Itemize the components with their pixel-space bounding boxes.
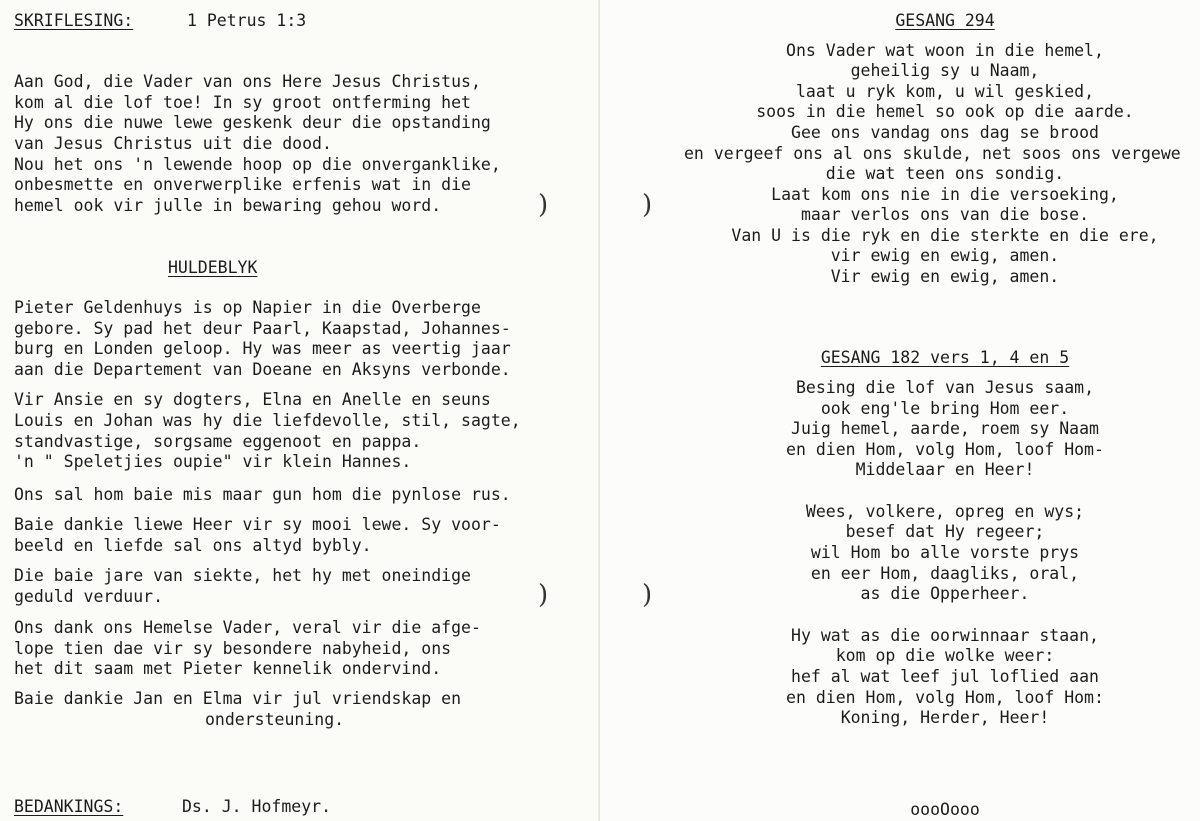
hymn-line: Koning, Herder, Heer! xyxy=(840,708,1050,727)
thanks-label: BEDANKINGS: xyxy=(14,797,124,816)
hymn-line: en dien Hom, volg Hom, loof Hom: xyxy=(786,688,1104,707)
hymn-line: hef al wat leef jul loflied aan xyxy=(791,667,1099,686)
right-page xyxy=(600,0,1200,821)
hymn-line: Ons Vader wat woon in die hemel, xyxy=(786,41,1104,60)
tribute-line: Baie dankie Jan en Elma vir jul vriendskap en xyxy=(14,689,462,708)
tribute-line: Ons sal hom baie mis maar gun hom die pynlose rus. xyxy=(14,485,511,504)
hymn-line: Wees, volkere, opreg en wys; xyxy=(805,502,1085,521)
reading-line: van Jesus Christus uit die dood. xyxy=(14,134,332,153)
tribute-line: lope tien dae vir sy besondere nabyheid, ons xyxy=(14,639,452,658)
hymn-line: en eer Hom, daagliks, oral, xyxy=(810,564,1080,583)
binder-hole-mark: ) xyxy=(642,580,653,610)
tribute-line: standvastige, sorgsame eggenoot en pappa. xyxy=(14,432,422,451)
hymn-line: Vir ewig en ewig, amen. xyxy=(830,267,1060,286)
tribute-line: Vir Ansie en sy dogters, Elna en Anelle en seuns xyxy=(14,390,491,409)
tribute-line: burg en Londen geloop. Hy was meer as veertig jaar xyxy=(14,339,511,358)
hymn-line: vir ewig en ewig, amen. xyxy=(830,246,1060,265)
thanks-name: Ds. J. Hofmeyr. xyxy=(182,797,332,816)
reading-reference: 1 Petrus 1:3 xyxy=(187,11,307,30)
tribute-line: aan die Departement van Doeane en Aksyns verbonde. xyxy=(14,360,511,379)
tribute-line: 'n " Speletjies oupie" vir klein Hannes. xyxy=(14,452,412,471)
hymn-line: Hy wat as die oorwinnaar staan, xyxy=(791,626,1099,645)
reading-line: hemel ook vir julle in bewaring gehou word. xyxy=(14,196,442,215)
tribute-line: gebore. Sy pad het deur Paarl, Kaapstad, Johannes- xyxy=(14,319,511,338)
hymn-line: geheilig sy u Naam, xyxy=(850,61,1040,80)
tribute-line: Pieter Geldenhuys is op Napier in die Overberge xyxy=(14,298,481,317)
binder-hole-mark: ) xyxy=(642,190,653,220)
tribute-line: ondersteuning. xyxy=(205,710,345,729)
reading-label: SKRIFLESING: xyxy=(14,11,134,30)
hymn-line: en dien Hom, volg Hom, loof Hom- xyxy=(786,440,1104,459)
hymn-line: ook eng'le bring Hom eer. xyxy=(820,399,1070,418)
hymn-line: maar verlos ons van die bose. xyxy=(800,205,1090,224)
binder-hole-mark: ) xyxy=(538,580,549,610)
hymn-line: Juig hemel, aarde, roem sy Naam xyxy=(791,419,1099,438)
tribute-line: beeld en liefde sal ons altyd bybly. xyxy=(14,536,372,555)
hymn-line: Middelaar en Heer! xyxy=(855,460,1035,479)
hymn-line: en vergeef ons al ons skulde, net soos ons vergewe xyxy=(684,144,1181,163)
hymn-line: besef dat Hy regeer; xyxy=(845,522,1045,541)
hymn1-title: GESANG 294 xyxy=(895,11,995,30)
hymn-line: wil Hom bo alle vorste prys xyxy=(810,543,1080,562)
closing-mark: oooOooo xyxy=(910,800,980,819)
reading-line: Hy ons die nuwe lewe geskenk deur die opstanding xyxy=(14,113,491,132)
reading-line: kom al die lof toe! In sy groot ontferming het xyxy=(14,93,471,112)
tribute-line: Baie dankie liewe Heer vir sy mooi lewe. Sy voor- xyxy=(14,515,501,534)
hymn-line: Besing die lof van Jesus saam, xyxy=(795,378,1094,397)
tribute-line: Louis en Johan was hy die liefdevolle, stil, sagte, xyxy=(14,411,521,430)
tribute-title: HULDEBLYK xyxy=(168,258,258,277)
hymn-line: laat u ryk kom, u wil geskied, xyxy=(795,82,1094,101)
tribute-line: het dit saam met Pieter kennelik ondervind. xyxy=(14,659,442,678)
hymn-line: Laat kom ons nie in die versoeking, xyxy=(771,185,1119,204)
tribute-line: Ons dank ons Hemelse Vader, veral vir die afge- xyxy=(14,618,481,637)
hymn-line: Gee ons vandag ons dag se brood xyxy=(791,123,1099,142)
hymn-line: Van U is die ryk en die sterkte en die ere, xyxy=(731,226,1159,245)
hymn-line: die wat teen ons sondig. xyxy=(825,164,1065,183)
hymn-line: as die Opperheer. xyxy=(860,584,1030,603)
hymn-line: soos in die hemel so ook op die aarde. xyxy=(756,102,1134,121)
tribute-line: Die baie jare van siekte, het hy met oneindige xyxy=(14,566,471,585)
hymn-line: kom op die wolke weer: xyxy=(835,646,1055,665)
binder-hole-mark: ) xyxy=(538,190,549,220)
tribute-line: geduld verduur. xyxy=(14,587,164,606)
reading-line: Nou het ons 'n lewende hoop op die onverganklike, xyxy=(14,155,501,174)
reading-line: Aan God, die Vader van ons Here Jesus Christus, xyxy=(14,72,481,91)
reading-line: onbesmette en onverwerplike erfenis wat in die xyxy=(14,175,471,194)
hymn2-title: GESANG 182 vers 1, 4 en 5 xyxy=(820,348,1070,367)
